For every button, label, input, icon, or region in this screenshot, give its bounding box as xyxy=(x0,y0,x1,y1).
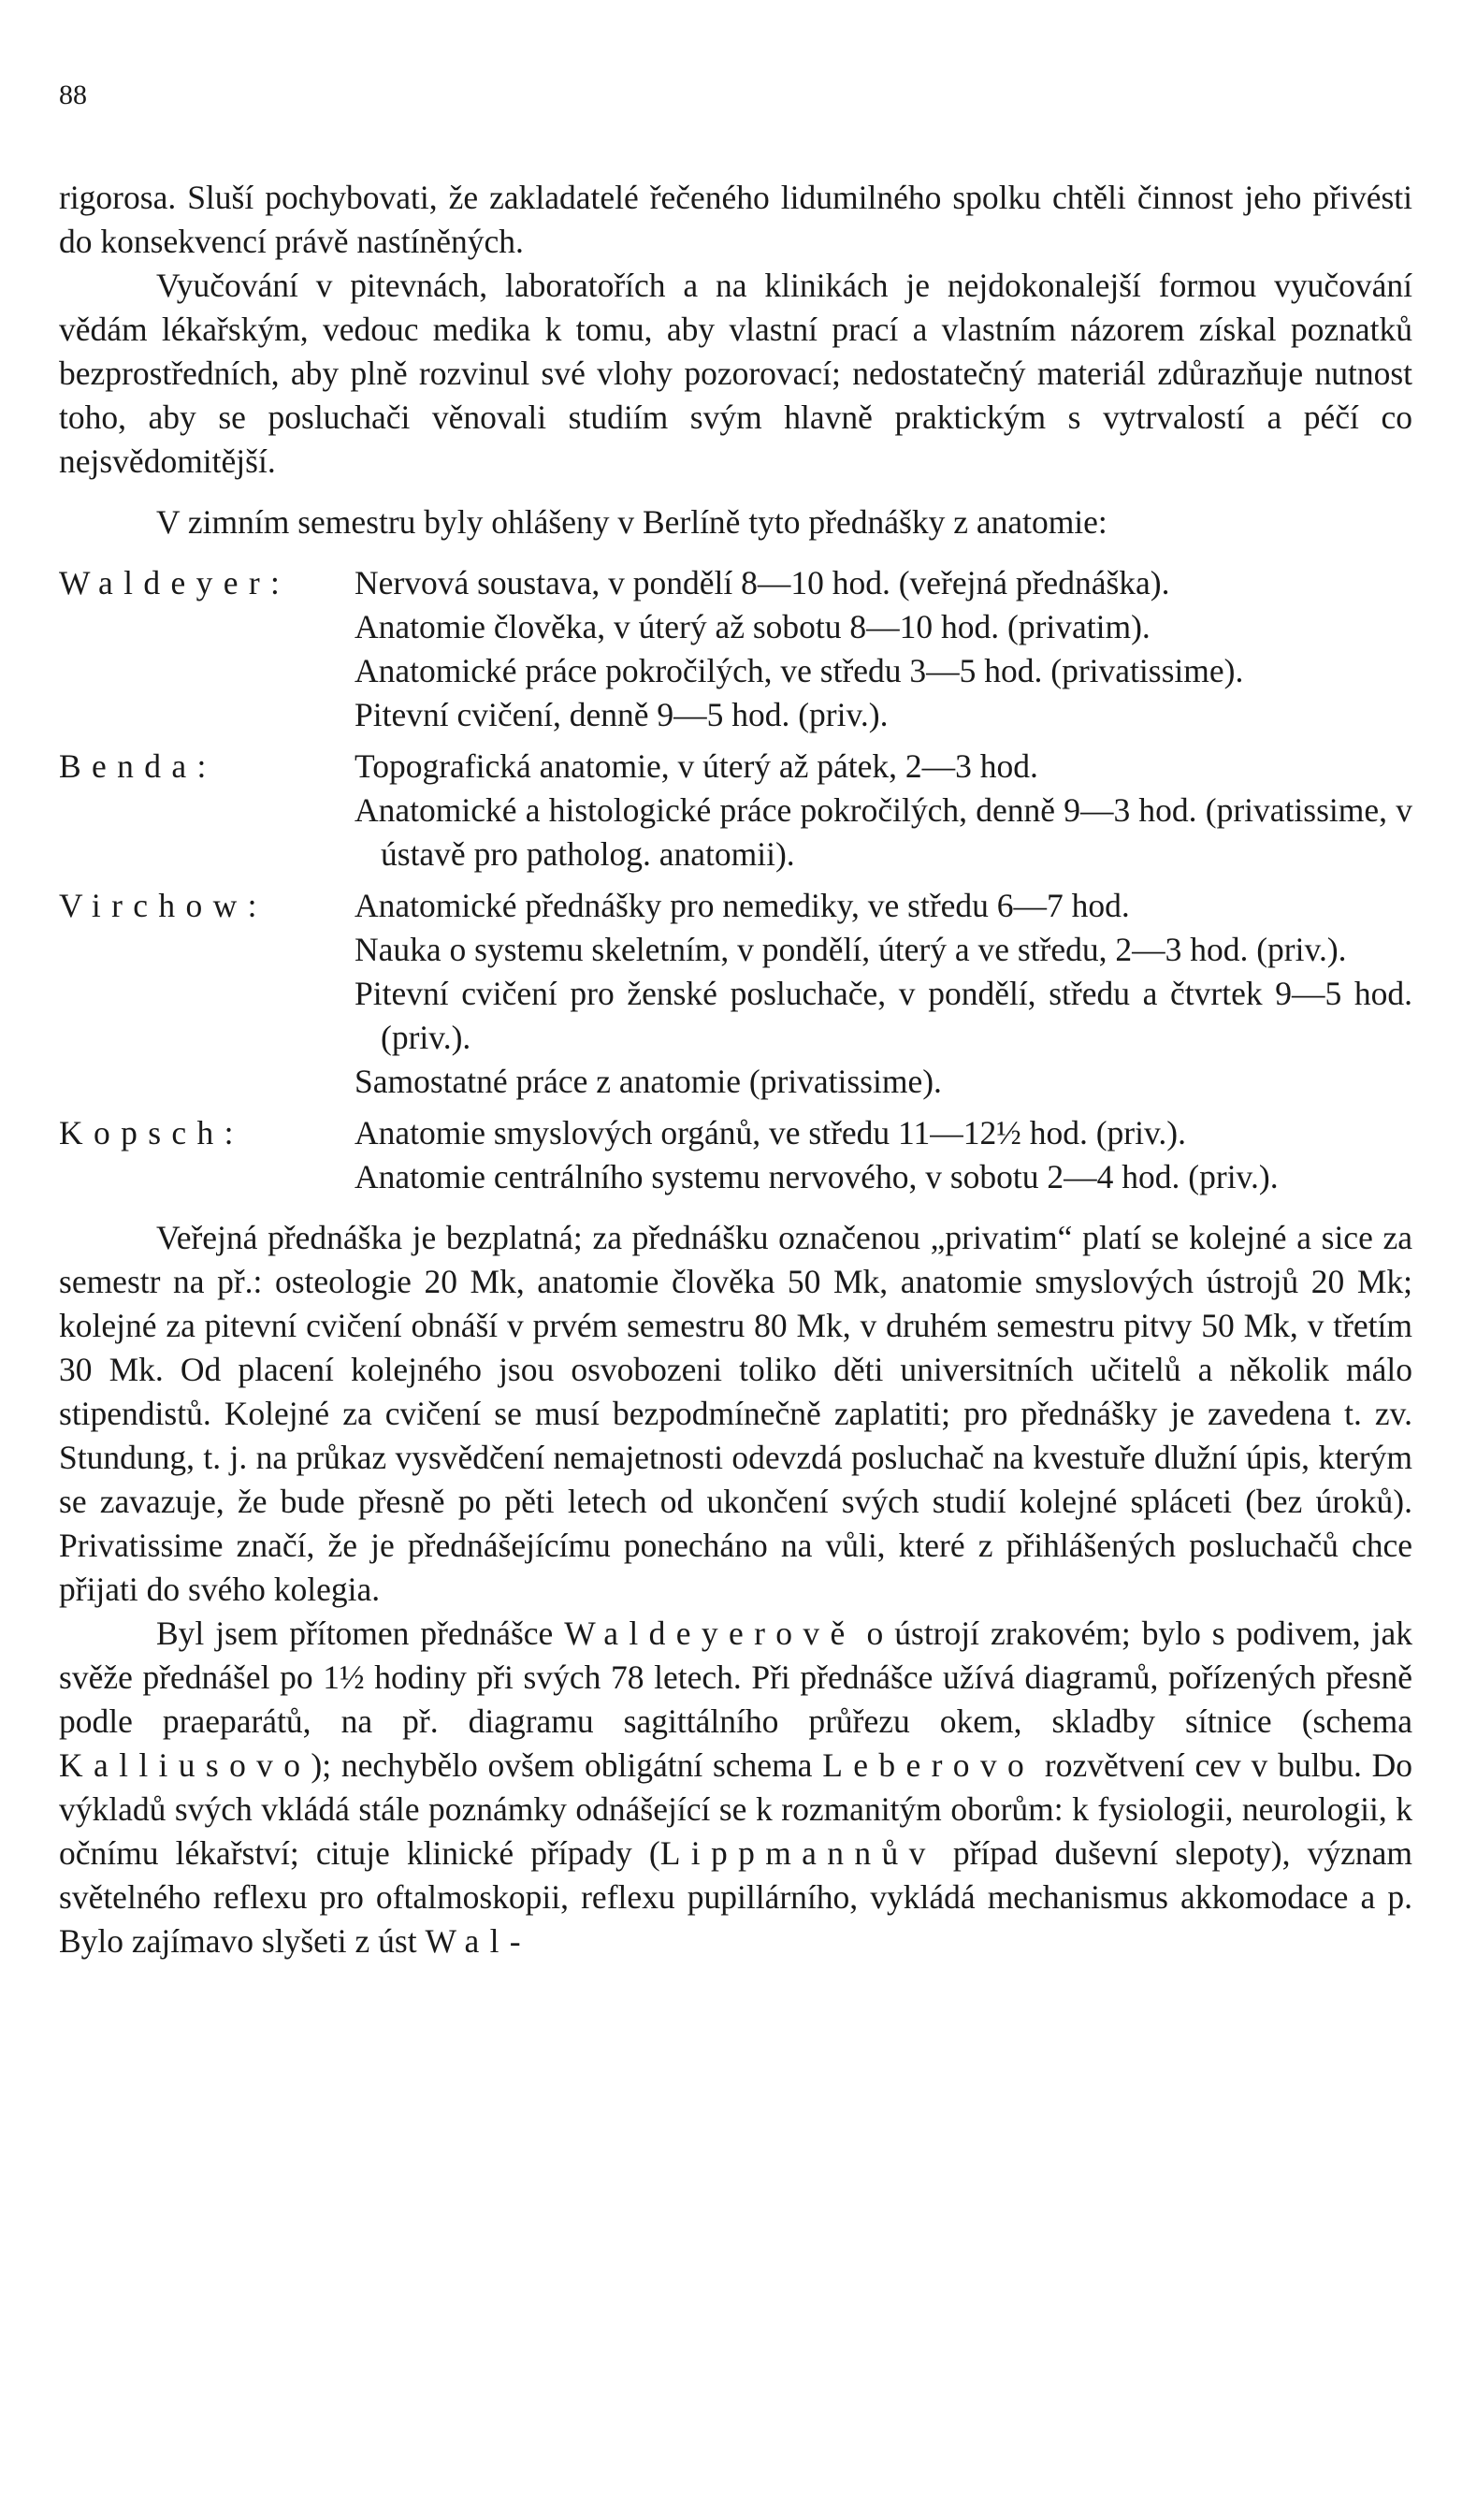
spacer xyxy=(59,544,1412,561)
lecture-item: Anatomie smyslových orgánů, ve středu 11—12½ hod. (priv.). xyxy=(355,1114,1187,1151)
lecture-item: Anatomické a histologické práce pokročilých, denně 9—3 hod. (privatissime, v ústavě pro patholog. anatomii). xyxy=(355,791,1412,873)
paragraph-fees: Veřejná přednáška je bezplatná; za přednášku označenou „privatim“ platí se kolejné a sice za semestr na př.: osteologie 20 Mk, anatomie člověka 50 Mk, anatomie smyslových ústrojů 20 Mk; kolejné za pitevní cvičení obnáší v prvém semestru 80 Mk, v druhém semestru pitvy 50 Mk, v třetím 30 Mk. Od placení kolejného jsou osvobozeni toliko děti universitních učitelů a několik málo stipendistů. Kolejné za cvičení se musí bezpodmínečně zaplatiti; pro přednášky je zavedena t. zv. Stundung, t. j. na průkaz vysvědčení nemajetnosti odevzdá posluchač na kvestuře dlužní úpis, kterým se zavazuje, že bude přesně po pěti letech od ukončení svých studií kolejné spláceti (bez úroků). Privatissime značí, že je přednášejícímu ponecháno na vůli, které z přihlášených posluchačů chce přijati do svého kolegia. xyxy=(59,1219,1412,1608)
lecture-items xyxy=(355,745,1412,876)
paragraph-continuation: rigorosa. Sluší pochybovati, že zakladatelé řečeného lidumilného spolku chtěli činnost jeho přivésti do konsekvencí právě nastíněných. xyxy=(59,179,1412,260)
spaced-name: Wal- xyxy=(425,1922,531,1960)
lecturer-entry xyxy=(59,561,1412,737)
lecture-items xyxy=(355,561,1412,737)
spaced-name: Leberovo xyxy=(822,1746,1035,1784)
text-run: o ústrojí zrakovém; bylo s podivem, jak svěže přednášel po 1½ hodiny při svých 78 letech. Při přednášce užívá diagramů, pořízených přesně podle praeparátů, na př. diagramu sagittálního průřezu okem, skladby sítnice (schema xyxy=(59,1615,1412,1740)
spaced-name: Waldeyerově xyxy=(564,1615,856,1652)
paragraph-teaching: Vyučování v pitevnách, laboratořích a na klinikách je nejdokonalejší formou vyučování vědám lékařským, vedouc medika k tomu, aby vlastní prací a vlastním názorem získal poznatků bezprostředních, aby plně rozvinul své vlohy pozorovací; nedostatečný materiál zdůrazňuje nutnost toho, aby se posluchači věnovali studiím svým hlavně praktickým s vytrvalostí a péčí co nejsvědomitější. xyxy=(59,267,1412,480)
lecture-item: Anatomické práce pokročilých, ve středu 3—5 hod. (privatissime). xyxy=(355,652,1244,689)
lecture-item: Nauka o systemu skeletním, v pondělí, úterý a ve středu, 2—3 hod. (priv.). xyxy=(355,931,1347,968)
lecture-item: Topografická anatomie, v úterý až pátek, 2—3 hod. xyxy=(355,747,1038,785)
lecture-items xyxy=(355,1111,1412,1199)
lecture-item: Pitevní cvičení, denně 9—5 hod. (priv.). xyxy=(355,696,889,733)
page-number: 88 xyxy=(59,80,87,110)
lecturer-entry xyxy=(59,1111,1412,1199)
lecture-item: Samostatné práce z anatomie (privatissime). xyxy=(355,1063,942,1100)
lecturer-entry xyxy=(59,745,1412,876)
lecture-item: Pitevní cvičení pro ženské posluchače, v pondělí, středu a čtvrtek 9—5 hod. (priv.). xyxy=(355,975,1412,1056)
lecture-items xyxy=(355,884,1412,1104)
paragraph-waldeyer-lecture xyxy=(59,1612,1412,1963)
lectures-intro: V zimním semestru byly ohlášeny v Berlíně tyto přednášky z anatomie: xyxy=(156,503,1107,541)
text-run: rozvětvení cev v bulbu. Do výkladů svých vkládá stále poznámky odnášející se k rozmanitým oborům: k fysiologii, neurologii, k očnímu lékařství; cituje klinické případy ( xyxy=(59,1746,1412,1872)
lecturer-name: Waldeyer: xyxy=(59,564,291,601)
lecture-item: Anatomie centrálního systemu nervového, v sobotu 2—4 hod. (priv.). xyxy=(355,1158,1279,1195)
lecturer-name: Kopsch: xyxy=(59,1114,244,1151)
spaced-name: Kalliusovo xyxy=(59,1746,311,1784)
lecture-item: Anatomie člověka, v úterý až sobotu 8—10 hod. (privatim). xyxy=(355,608,1151,645)
lecture-item: Nervová soustava, v pondělí 8—10 hod. (veřejná přednáška). xyxy=(355,564,1170,601)
page-text xyxy=(59,176,1412,1963)
lecture-list xyxy=(59,561,1412,1199)
spacer xyxy=(59,1199,1412,1216)
spacer xyxy=(59,484,1412,500)
text-run: ); nechybělo ovšem obligátní schema xyxy=(311,1746,823,1784)
text-run: případ duševní slepoty), význam světelného reflexu pro oftalmoskopii, reflexu pupillárního, vykládá mechanismus akkomodace a p. Bylo zajímavo slyšeti z úst xyxy=(59,1834,1412,1960)
spaced-name: Lippmannův xyxy=(659,1834,936,1872)
lecturer-name: Virchow: xyxy=(59,887,268,924)
lecturer-entry xyxy=(59,884,1412,1104)
text-run: Byl jsem přítomen přednášce xyxy=(156,1615,565,1652)
lecture-item: Anatomické přednášky pro nemediky, ve středu 6—7 hod. xyxy=(355,887,1130,924)
lecturer-name: Benda: xyxy=(59,747,217,785)
